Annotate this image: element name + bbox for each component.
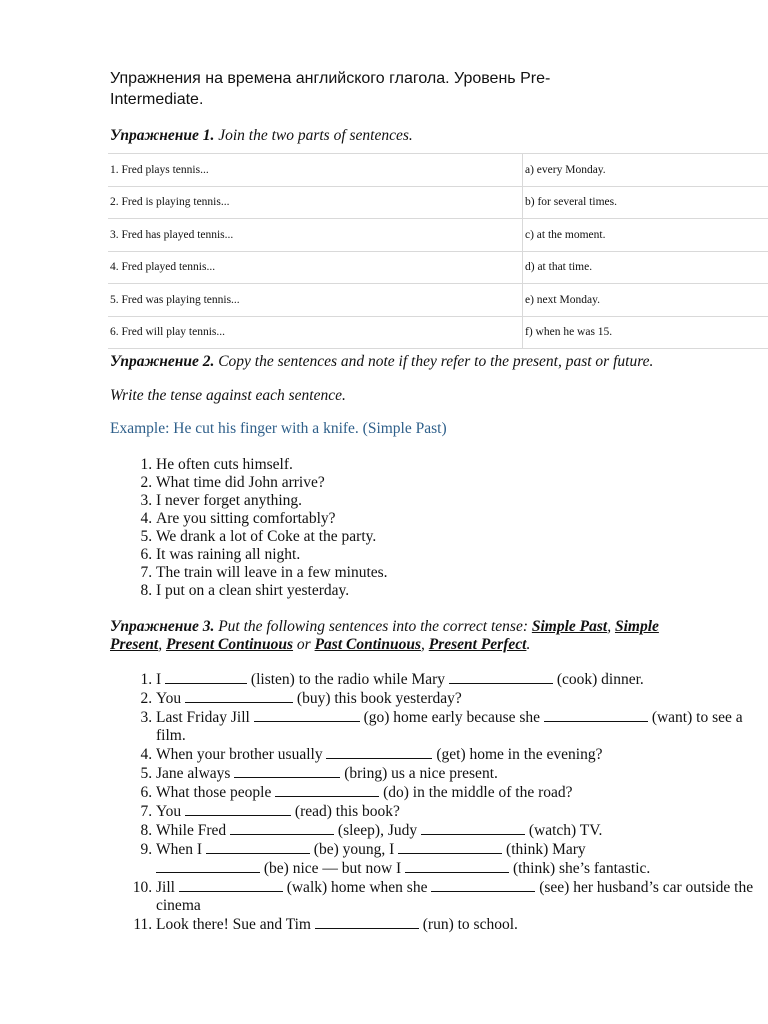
list-item: 7. The train will leave in a few minutes. xyxy=(156,564,388,582)
table-row xyxy=(108,154,768,187)
item-text: You xyxy=(156,690,186,707)
item-text: (buy) this book yesterday? xyxy=(293,690,462,707)
separator: , xyxy=(158,636,166,653)
exercise-2-instruction-2: Write the tense against each sentence. xyxy=(110,387,346,404)
item-text: (want) to see a film. xyxy=(156,709,743,744)
answer-blank[interactable] xyxy=(254,708,360,722)
answer-blank[interactable] xyxy=(275,783,379,797)
table-cell-right: a) every Monday. xyxy=(523,154,768,187)
table-cell-right: f) when he was 15. xyxy=(523,316,768,349)
exercise-3-heading xyxy=(110,618,710,654)
item-text: Last Friday Jill xyxy=(156,709,254,726)
separator: . xyxy=(526,636,531,653)
list-item xyxy=(156,840,768,878)
list-item xyxy=(156,783,768,802)
answer-blank[interactable] xyxy=(421,821,525,835)
item-text: (sleep), Judy xyxy=(334,822,421,839)
item-text: (listen) to the radio while Mary xyxy=(247,671,449,688)
item-text: Jill xyxy=(156,879,179,896)
item-text: You xyxy=(156,803,186,820)
exercise-2-list xyxy=(110,456,388,600)
list-item: 3. I never forget anything. xyxy=(156,492,388,510)
page-title: Упражнения на времена английского глагола. Уровень Pre-Intermediate. xyxy=(110,70,551,108)
list-item xyxy=(156,745,768,764)
answer-blank[interactable] xyxy=(449,670,553,684)
table-cell-right: b) for several times. xyxy=(523,186,768,219)
matching-table xyxy=(108,153,768,349)
item-text: When your brother usually xyxy=(156,746,327,763)
answer-blank[interactable] xyxy=(398,840,502,854)
answer-blank[interactable] xyxy=(179,878,283,892)
table-cell-left: 2. Fred is playing tennis... xyxy=(108,186,523,219)
list-item: 1. He often cuts himself. xyxy=(156,456,388,474)
list-item: 2. What time did John arrive? xyxy=(156,474,388,492)
exercise-2-instruction: Copy the sentences and note if they refer to the present, past or future. xyxy=(214,353,654,370)
table-row xyxy=(108,284,768,317)
table-row xyxy=(108,186,768,219)
tense-simple-past: Simple Past xyxy=(531,618,608,635)
list-item xyxy=(156,689,768,708)
list-item xyxy=(156,821,768,840)
answer-blank[interactable] xyxy=(165,670,247,684)
answer-blank[interactable] xyxy=(185,689,293,703)
tense-present-continuous: Present Continuous xyxy=(165,636,294,653)
item-text: Look there! Sue and Tim xyxy=(156,916,315,933)
exercise-3-label: Упражнение 3. xyxy=(110,618,215,635)
exercise-3-list xyxy=(110,670,768,934)
list-item xyxy=(156,915,768,934)
answer-blank[interactable] xyxy=(431,878,535,892)
exercise-1-heading xyxy=(110,126,413,146)
answer-blank[interactable] xyxy=(234,764,340,778)
list-item xyxy=(156,878,768,915)
exercise-2-example: Example: He cut his finger with a knife. (Simple Past) xyxy=(110,420,447,437)
exercise-3-instruction: Put the following sentences into the correct tense: xyxy=(214,618,532,635)
item-text: Jane always xyxy=(156,765,235,782)
answer-blank[interactable] xyxy=(405,859,509,873)
item-text: (be) young, I xyxy=(309,841,399,858)
answer-blank[interactable] xyxy=(315,915,419,929)
table-cell-right: d) at that time. xyxy=(523,251,768,284)
list-item xyxy=(156,764,768,783)
exercise-2-label: Упражнение 2. xyxy=(110,353,215,370)
list-item xyxy=(156,802,768,821)
item-text: (be) nice — but now I xyxy=(260,860,406,877)
item-text: (walk) home when she xyxy=(282,879,432,896)
item-text: (see) her husband’s car outside the cinema xyxy=(156,879,754,914)
list-item: 4. Are you sitting comfortably? xyxy=(156,510,388,528)
item-text: (do) in the middle of the road? xyxy=(379,784,573,801)
item-text: (bring) us a nice present. xyxy=(340,765,498,782)
table-row xyxy=(108,219,768,252)
answer-blank[interactable] xyxy=(230,821,334,835)
answer-blank[interactable] xyxy=(206,840,310,854)
table-row xyxy=(108,251,768,284)
item-text: When I xyxy=(156,841,206,858)
exercise-1-instruction: Join the two parts of sentences. xyxy=(214,127,413,144)
item-text: (think) Mary xyxy=(502,841,586,858)
exercise-2-heading xyxy=(110,352,653,372)
table-cell-left: 5. Fred was playing tennis... xyxy=(108,284,523,317)
item-text: (get) home in the evening? xyxy=(432,746,603,763)
item-text: (watch) TV. xyxy=(525,822,603,839)
tense-simple-present: Simple Present xyxy=(110,618,659,653)
answer-blank[interactable] xyxy=(185,802,291,816)
item-text: (read) this book? xyxy=(291,803,400,820)
answer-blank[interactable] xyxy=(544,708,648,722)
table-cell-right: c) at the moment. xyxy=(523,219,768,252)
tense-past-continuous: Past Continuous xyxy=(314,636,421,653)
list-item: 8. I put on a clean shirt yesterday. xyxy=(156,582,388,600)
table-cell-right: e) next Monday. xyxy=(523,284,768,317)
answer-blank[interactable] xyxy=(326,745,432,759)
item-text: What those people xyxy=(156,784,276,801)
answer-blank[interactable] xyxy=(156,859,260,873)
item-text: (go) home early because she xyxy=(359,709,544,726)
separator: , xyxy=(607,618,615,635)
table-cell-left: 6. Fred will play tennis... xyxy=(108,316,523,349)
tense-present-perfect: Present Perfect xyxy=(428,636,527,653)
table-cell-left: 4. Fred played tennis... xyxy=(108,251,523,284)
item-text: (think) she’s fantastic. xyxy=(509,860,651,877)
separator: , xyxy=(420,636,429,653)
item-text: (cook) dinner. xyxy=(552,671,644,688)
table-cell-left: 3. Fred has played tennis... xyxy=(108,219,523,252)
table-row xyxy=(108,316,768,349)
table-cell-left: 1. Fred plays tennis... xyxy=(108,154,523,187)
exercise-1-label: Упражнение 1. xyxy=(110,127,215,144)
item-text: I xyxy=(156,671,166,688)
item-text: (run) to school. xyxy=(418,916,518,933)
item-text: While Fred xyxy=(156,822,231,839)
list-item: 6. It was raining all night. xyxy=(156,546,388,564)
separator: or xyxy=(293,636,315,653)
list-item xyxy=(156,708,768,745)
list-item: 5. We drank a lot of Coke at the party. xyxy=(156,528,388,546)
list-item xyxy=(156,670,768,689)
